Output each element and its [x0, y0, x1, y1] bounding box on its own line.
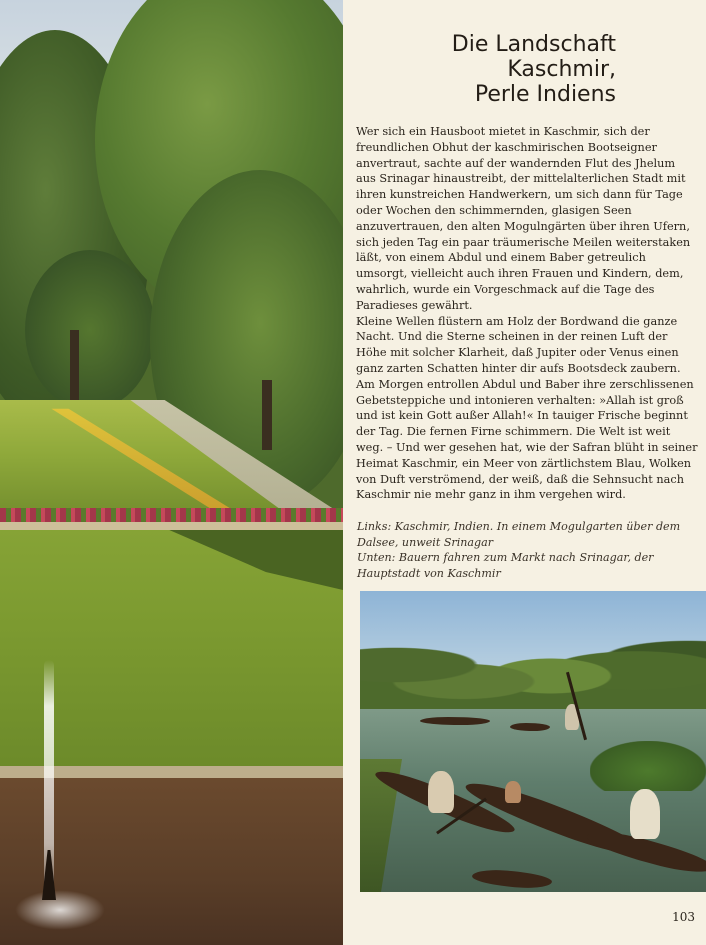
caption-left-photo: Links: Kaschmir, Indien. In einem Mogulgarten über dem Dalsee, unweit Srinagar	[357, 520, 681, 549]
tree-trunk	[262, 380, 272, 450]
boatman	[428, 771, 454, 813]
garden-path	[0, 522, 343, 530]
caption-bottom-photo: Unten: Bauern fahren zum Markt nach Srinagar, der Hauptstadt von Kaschmir	[357, 551, 654, 580]
boatman	[630, 789, 660, 839]
article-paragraph: Kleine Wellen flüstern am Holz der Bordwand die ganze Nacht. Und die Sterne scheinen in der reinen Luft der Höhe mit solcher Klarheit, daß Jupiter oder Venus einen ganz zarten Schatten hinter dir aufs Bootsdeck zaubern. Am Morgen entrollen Abdul und Baber ihre zerschlissenen Gebetsteppiche und intonieren verhalten: »Allah ist groß und ist kein Gott außer Allah!« In tauiger Frische beginnt der Tag. Die fernen Firne schimmern. Die Welt ist weit weg. – Und wer gesehen hat, wie der Safran blüht in seiner Heimat Kaschmir, ein Meer von zärtlichstem Blau, Wolken von Duft verströmend, der weiß, daß die Sehnsucht nach Kaschmir nie mehr ganz in ihm vergehen wird.	[356, 314, 698, 502]
garden-tree	[25, 250, 155, 410]
boats-photo	[360, 591, 706, 892]
page-title: Die Landschaft Kaschmir, Perle Indiens	[451, 32, 616, 107]
garden-photo	[0, 0, 343, 945]
page-number: 103	[672, 910, 695, 924]
article-body	[356, 124, 698, 503]
floating-vegetables	[590, 741, 706, 791]
fountain-splash	[15, 890, 105, 930]
shikara-boat	[510, 723, 550, 731]
boatman	[505, 781, 521, 803]
article-paragraph: Wer sich ein Hausboot mietet in Kaschmir, sich der freundlichen Obhut der kaschmirischen Bootseigner anvertraut, sachte auf der wandernden Flut des Jhelum aus Srinagar hinaustreibt, der mittelalterlichen Stadt mit ihren kunstreichen Handwerkern, um sich dann für Tage oder Wochen den schimmernden, glasigen Seen anzuvertrauen, den alten Mogulngärten über ihren Ufern, sich jeden Tag ein paar träumerische Meilen weiterstaken läßt, von einem Abdul und einem Baber getreulich umsorgt, vielleicht auch ihren Frauen und Kindern, dem, wahrlich, wurde ein Vorgeschmack auf die Tage des Paradieses gewährt.	[356, 125, 691, 312]
tree-trunk	[70, 330, 79, 410]
photo-captions	[357, 519, 697, 581]
